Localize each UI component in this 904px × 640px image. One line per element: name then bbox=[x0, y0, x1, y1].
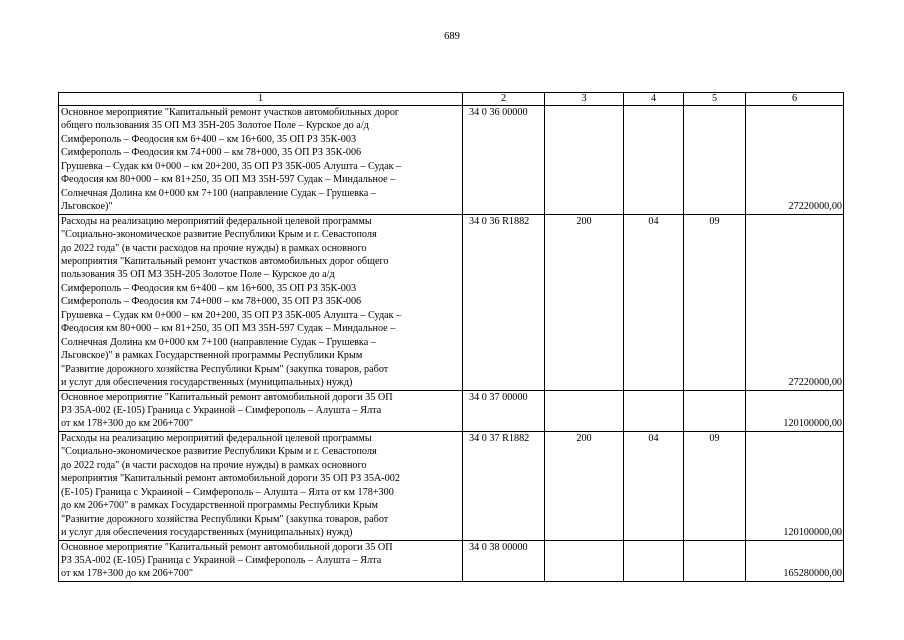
row-description: Основное мероприятие "Капитальный ремонт участков автомобильных дорог общего пользования 35 ОП МЗ 35Н-205 Золотое Поле – Курское до а/д Симферополь – Феодосия км 6+400 – км 16+600, 35 ОП РЗ 35К-003 Симферополь – Феодосия км 74+000 – км 78+000, 35 ОП РЗ 35К-006 Грушевка – Судак км 0+000 – км 20+200, 35 ОП РЗ 35К-005 Алушта – Судак – Феодосия км 80+000 – км 81+250, 35 ОП МЗ 35Н-597 Судак – Миндальное – Солнечная Долина км 0+000 км 7+100 (направление Судак – Грушевка – Льговское)" bbox=[59, 106, 463, 215]
table-row bbox=[59, 390, 844, 431]
row-section bbox=[624, 540, 684, 581]
row-description: Основное мероприятие "Капитальный ремонт автомобильной дороги 35 ОП РЗ 35А-002 (Е-105) Граница с Украиной – Симферополь – Алушта – Ялта от км 178+300 до км 206+700" bbox=[59, 540, 463, 581]
row-code: 34 0 37 00000 bbox=[463, 390, 545, 431]
table-row bbox=[59, 540, 844, 581]
page-number: 689 bbox=[444, 31, 460, 42]
column-header-5: 5 bbox=[684, 93, 746, 106]
table-row bbox=[59, 214, 844, 390]
column-header-3: 3 bbox=[545, 93, 624, 106]
row-expense-type bbox=[545, 390, 624, 431]
row-subsection: 09 bbox=[684, 431, 746, 540]
row-expense-type bbox=[545, 106, 624, 215]
row-expense-type: 200 bbox=[545, 214, 624, 390]
row-description: Расходы на реализацию мероприятий федеральной целевой программы "Социально-экономическое развитие Республики Крым и г. Севастополя до 2022 года" (в части расходов на прочие нужды) в рамках основного мероприятия "Капитальный ремонт автомобильной дороги 35 ОП РЗ 35А-002 (Е-105) Граница с Украиной – Симферополь – Алушта – Ялта от км 178+300 до км 206+700" в рамках Государственной программы Республики Крым "Развитие дорожного хозяйства Республики Крым" (закупка товаров, работ и услуг для обеспечения государственных (муниципальных) нужд) bbox=[59, 431, 463, 540]
row-code: 34 0 36 00000 bbox=[463, 106, 545, 215]
table-header-row bbox=[59, 93, 844, 106]
column-header-6: 6 bbox=[746, 93, 844, 106]
table-row bbox=[59, 106, 844, 215]
row-amount: 27220000,00 bbox=[746, 106, 844, 215]
row-subsection: 09 bbox=[684, 214, 746, 390]
row-section: 04 bbox=[624, 214, 684, 390]
row-amount: 165280000,00 bbox=[746, 540, 844, 581]
row-code: 34 0 37 R1882 bbox=[463, 431, 545, 540]
budget-table bbox=[58, 92, 844, 582]
row-subsection bbox=[684, 390, 746, 431]
row-description: Основное мероприятие "Капитальный ремонт автомобильной дороги 35 ОП РЗ 35А-002 (Е-105) Граница с Украиной – Симферополь – Алушта – Ялта от км 178+300 до км 206+700" bbox=[59, 390, 463, 431]
row-amount: 120100000,00 bbox=[746, 390, 844, 431]
row-code: 34 0 38 00000 bbox=[463, 540, 545, 581]
row-section: 04 bbox=[624, 431, 684, 540]
row-expense-type: 200 bbox=[545, 431, 624, 540]
column-header-2: 2 bbox=[463, 93, 545, 106]
row-code: 34 0 36 R1882 bbox=[463, 214, 545, 390]
row-expense-type bbox=[545, 540, 624, 581]
row-amount: 120100000,00 bbox=[746, 431, 844, 540]
row-amount: 27220000,00 bbox=[746, 214, 844, 390]
column-header-4: 4 bbox=[624, 93, 684, 106]
column-header-1: 1 bbox=[59, 93, 463, 106]
row-subsection bbox=[684, 106, 746, 215]
row-section bbox=[624, 390, 684, 431]
row-description: Расходы на реализацию мероприятий федеральной целевой программы "Социально-экономическое развитие Республики Крым и г. Севастополя до 2022 года" (в части расходов на прочие нужды) в рамках основного мероприятия "Капитальный ремонт участков автомобильных дорог общего пользования 35 ОП МЗ 35Н-205 Золотое Поле – Курское до а/д Симферополь – Феодосия км 6+400 – км 16+600, 35 ОП РЗ 35К-003 Симферополь – Феодосия км 74+000 – км 78+000, 35 ОП РЗ 35К-006 Грушевка – Судак км 0+000 – км 20+200, 35 ОП РЗ 35К-005 Алушта – Судак – Феодосия км 80+000 – км 81+250, 35 ОП МЗ 35Н-597 Судак – Миндальное – Солнечная Долина км 0+000 км 7+100 (направление Судак – Грушевка – Льговское)" в рамках Государственной программы Республики Крым "Развитие дорожного хозяйства Республики Крым" (закупка товаров, работ и услуг для обеспечения государственных (муниципальных) нужд) bbox=[59, 214, 463, 390]
row-subsection bbox=[684, 540, 746, 581]
row-section bbox=[624, 106, 684, 215]
table-row bbox=[59, 431, 844, 540]
